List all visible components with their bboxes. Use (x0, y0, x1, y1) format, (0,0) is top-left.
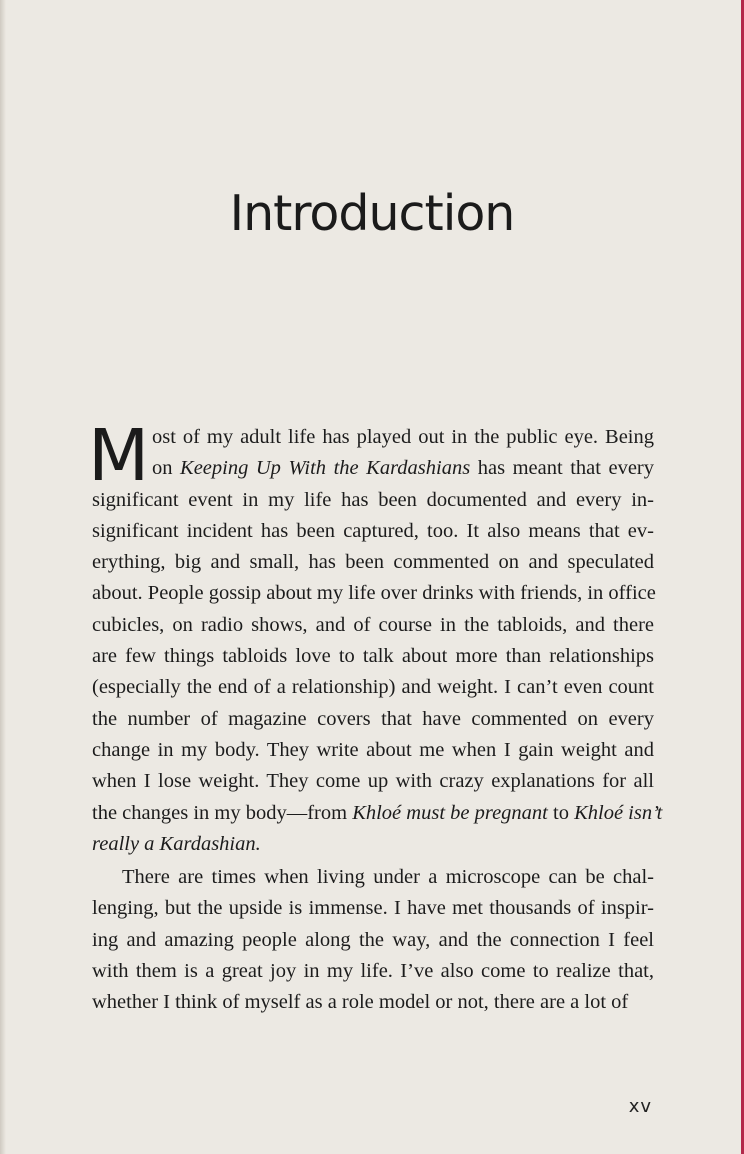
body-text (88, 414, 663, 1019)
text-line: erything, big and small, has been commented on and speculated (92, 551, 654, 574)
page-gutter-shadow (0, 0, 6, 1154)
text-line: change in my body. They write about me when I gain weight and (92, 738, 654, 761)
drop-cap: M (88, 414, 150, 497)
text-line (92, 829, 654, 860)
text-line: lenging, but the upside is immense. I have met thousands of inspir- (92, 897, 654, 920)
paragraphs (88, 414, 663, 1019)
italic-title: Khloé must be pregnant (352, 801, 548, 824)
text-line: about. People gossip about my life over drinks with friends, in office (92, 582, 656, 605)
text-line: the number of magazine covers that have commented on every (92, 707, 654, 730)
text-line: whether I think of myself as a role model or not, there are a lot of (92, 991, 629, 1014)
paragraph (88, 414, 663, 860)
italic-title: Khloé isn’t (574, 801, 663, 824)
paragraph (92, 862, 654, 1018)
text-line: ost of my adult life has played out in the public eye. Being (152, 426, 654, 448)
text-line: There are times when living under a microscope can be chal- (122, 866, 654, 889)
italic-title: Keeping Up With the Kardashians (180, 457, 471, 480)
text-line: when I lose weight. They come up with crazy explanations for all (92, 770, 654, 793)
text-line: are few things tabloids love to talk about more than relationships (92, 645, 654, 668)
text-line: ing and amazing people along the way, and the connection I feel (92, 928, 654, 951)
text-line: (especially the end of a relationship) and weight. I can’t even count (92, 676, 654, 699)
text-line: significant incident has been captured, too. It also means that ev- (92, 519, 654, 542)
text-line: cubicles, on radio shows, and of course in the tabloids, and there (92, 613, 654, 636)
text-line: significant event in my life has been documented and every in- (92, 488, 654, 511)
text-line: with them is a great joy in my life. I’ve also come to realize that, (92, 960, 654, 983)
chapter-title: Introduction (229, 185, 515, 242)
text-line: the changes in my body—from Khloé must be pregnant to Khloé isn’t (92, 801, 663, 824)
text-line: on Keeping Up With the Kardashians has meant that every (152, 457, 655, 480)
italic-title: really a Kardashian. (92, 832, 261, 855)
page-number: xv (628, 1096, 652, 1117)
